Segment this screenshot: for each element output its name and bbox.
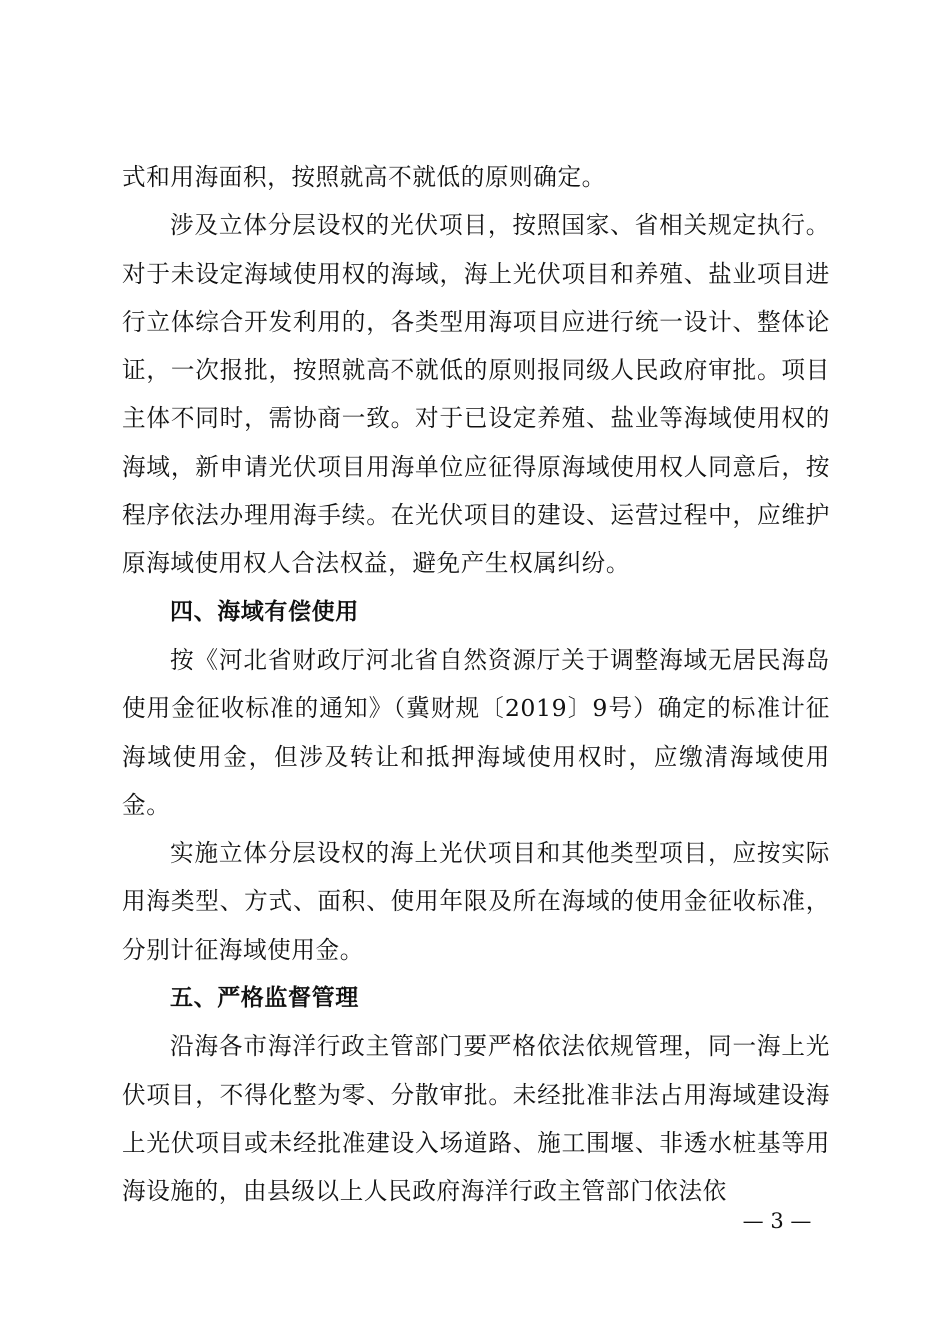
paragraph-usage-fee-standard: 按《河北省财政厅河北省自然资源厅关于调整海域无居民海岛使用金征收标准的通知》（冀财规〔2019〕9号）确定的标准计征海域使用金，但涉及转让和抵押海域使用权时，应缴清海域使用金。 [122, 645, 830, 819]
paragraph-supervision: 沿海各市海洋行政主管部门要严格依法依规管理，同一海上光伏项目，不得化整为零、分散审批。未经批准非法占用海域建设海上光伏项目或未经批准建设入场道路、施工围堰、非透水桩基等用海设施的，由县级以上人民政府海洋行政主管部门依法依 [122, 1032, 830, 1206]
paragraph-continuation: 式和用海面积，按照就高不就低的原则确定。 [122, 163, 606, 191]
document-body [122, 153, 830, 1216]
paragraph-layered-rights: 涉及立体分层设权的光伏项目，按照国家、省相关规定执行。对于未设定海域使用权的海域，海上光伏项目和养殖、盐业项目进行立体综合开发利用的，各类型用海项目应进行统一设计、整体论证，一次报批，按照就高不就低的原则报同级人民政府审批。项目主体不同时，需协商一致。对于已设定养殖、盐业等海域使用权的海域，新申请光伏项目用海单位应征得原海域使用权人同意后，按程序依法办理用海手续。在光伏项目的建设、运营过程中，应维护原海域使用权人合法权益，避免产生权属纠纷。 [122, 211, 830, 578]
section-heading-4: 四、海域有偿使用 [170, 598, 359, 625]
section-heading-5: 五、严格监督管理 [170, 985, 359, 1012]
paragraph-layered-fee: 实施立体分层设权的海上光伏项目和其他类型项目，应按实际用海类型、方式、面积、使用年限及所在海域的使用金征收标准，分别计征海域使用金。 [122, 839, 830, 964]
page-number: — 3 — [742, 1209, 812, 1233]
